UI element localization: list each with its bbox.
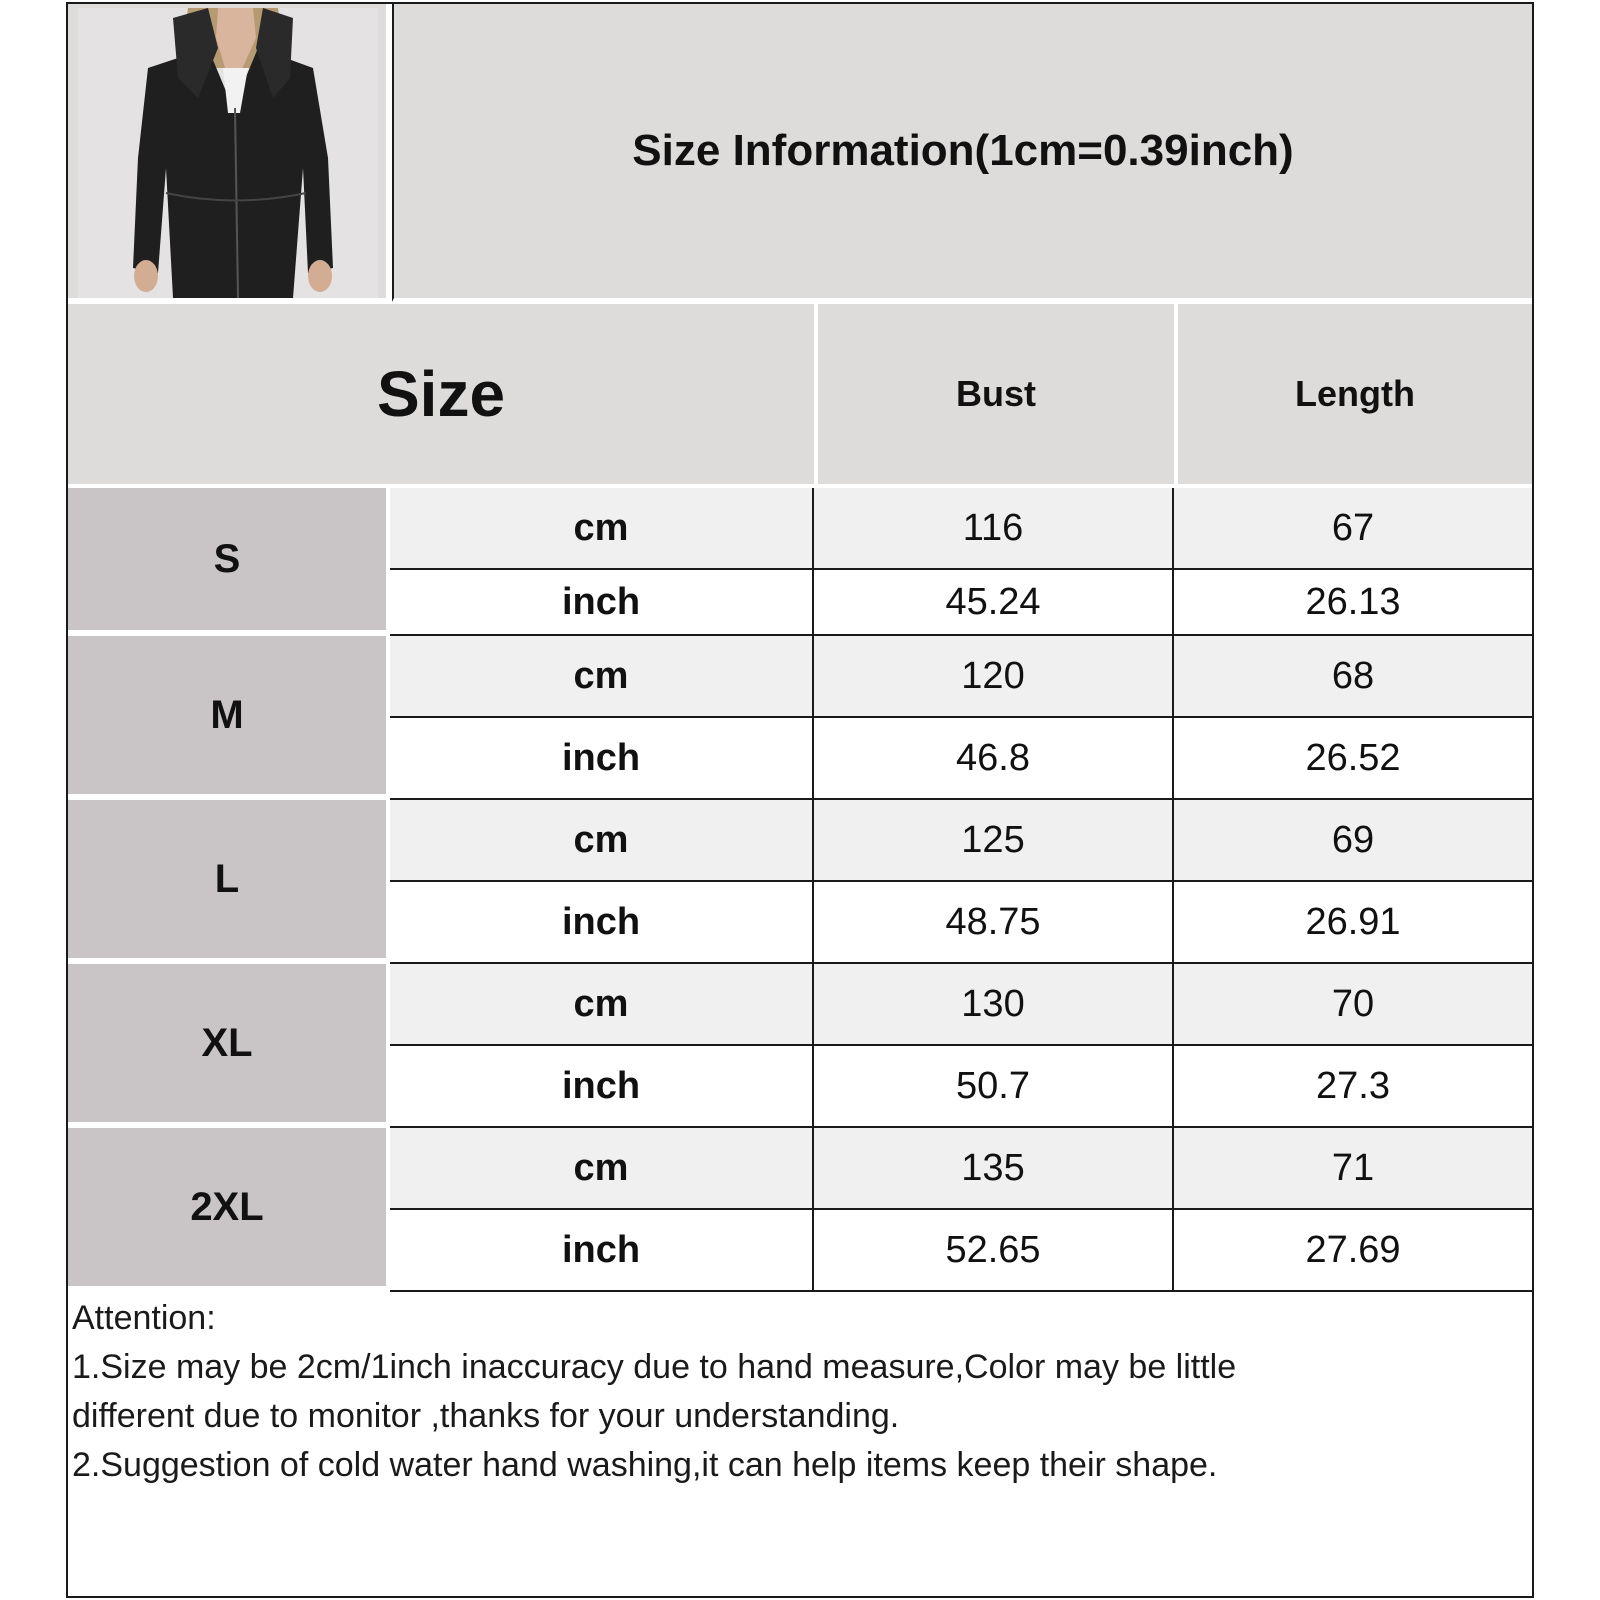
table-row — [390, 718, 1532, 800]
attention-notes — [72, 1294, 1512, 1490]
unit-cell: cm — [390, 964, 814, 1044]
bust-value: 45.24 — [814, 570, 1174, 634]
product-photo — [68, 4, 390, 302]
header-length: Length — [1174, 304, 1532, 488]
bust-value: 46.8 — [814, 718, 1174, 798]
length-value: 71 — [1331, 1146, 1375, 1189]
unit-cell: cm — [390, 1128, 814, 1208]
bust-value: 48.75 — [814, 882, 1174, 962]
length-value: 26.91 — [1305, 900, 1401, 943]
chart-title: Size Information(1cm=0.39inch) — [392, 4, 1532, 302]
bust-value: 52.65 — [814, 1210, 1174, 1290]
attention-line-2: different due to monitor ,thanks for your understanding. — [72, 1397, 900, 1435]
unit-cell: cm — [390, 488, 814, 568]
length-value: 69 — [1331, 818, 1375, 861]
unit-cell: cm — [390, 800, 814, 880]
bust-value: 125 — [814, 800, 1174, 880]
attention-line-3: 2.Suggestion of cold water hand washing,it can help items keep their shape. — [72, 1446, 1218, 1484]
bust-value: 120 — [814, 636, 1174, 716]
length-value: 27.69 — [1305, 1228, 1401, 1271]
bust-value: 116 — [814, 488, 1174, 568]
jacket-model-image — [78, 8, 378, 298]
size-label-m: M — [68, 636, 390, 798]
size-label-l: L — [68, 800, 390, 962]
length-value: 26.52 — [1305, 736, 1401, 779]
header-bust: Bust — [814, 304, 1174, 488]
attention-line-1: 1.Size may be 2cm/1inch inaccuracy due to hand measure,Color may be little — [72, 1348, 1237, 1386]
table-row — [390, 800, 1532, 882]
unit-cell: inch — [390, 1210, 814, 1290]
table-row — [390, 1128, 1532, 1210]
table-row — [390, 488, 1532, 570]
size-label-2xl: 2XL — [68, 1128, 390, 1290]
size-label-xl: XL — [68, 964, 390, 1126]
unit-cell: inch — [390, 718, 814, 798]
length-value: 27.3 — [1316, 1064, 1390, 1107]
unit-cell: inch — [390, 570, 814, 634]
table-row — [390, 964, 1532, 1046]
size-label-s: S — [68, 488, 390, 634]
table-row — [390, 1210, 1532, 1292]
unit-cell: inch — [390, 882, 814, 962]
table-row — [390, 1046, 1532, 1128]
length-value: 68 — [1331, 654, 1375, 697]
length-value: 26.13 — [1305, 580, 1401, 623]
unit-cell: inch — [390, 1046, 814, 1126]
size-chart — [66, 2, 1534, 1598]
length-value: 70 — [1331, 982, 1375, 1025]
header-size: Size — [68, 304, 814, 488]
bust-value: 130 — [814, 964, 1174, 1044]
unit-cell: cm — [390, 636, 814, 716]
table-row — [390, 636, 1532, 718]
table-row — [390, 570, 1532, 636]
attention-heading: Attention: — [72, 1299, 216, 1337]
bust-value: 50.7 — [814, 1046, 1174, 1126]
length-value: 67 — [1331, 506, 1375, 549]
bust-value: 135 — [814, 1128, 1174, 1208]
table-row — [390, 882, 1532, 964]
